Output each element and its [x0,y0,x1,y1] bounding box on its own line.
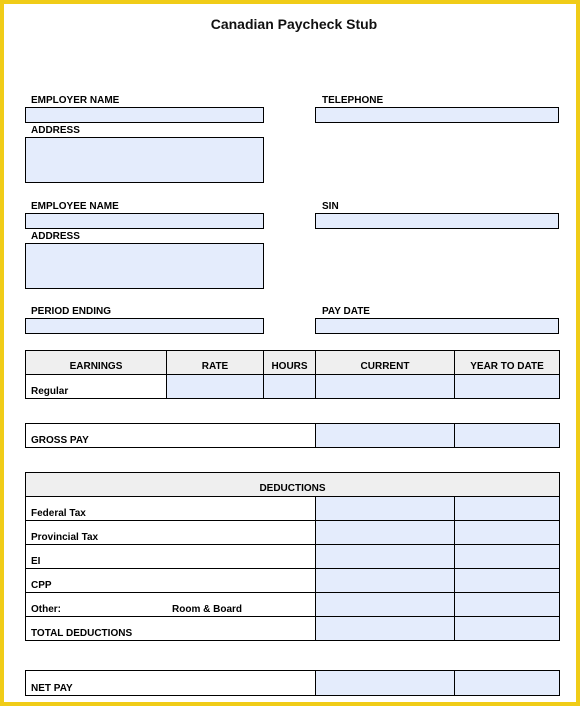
earnings-header-row [26,351,560,375]
employee-name-field[interactable] [25,213,264,229]
total-deductions-label: TOTAL DEDUCTIONS [26,617,316,641]
net-pay-ytd-field[interactable] [455,671,560,696]
deduction-row [26,521,560,545]
telephone-label: TELEPHONE [322,95,384,106]
regular-label: Regular [26,375,167,399]
federal-tax-ytd-field[interactable] [455,497,560,521]
earnings-header: EARNINGS [26,351,167,375]
current-header: CURRENT [316,351,455,375]
page-title: Canadian Paycheck Stub [210,16,378,32]
total-deductions-row [26,617,560,641]
total-deductions-current-field[interactable] [316,617,455,641]
deductions-header-row [26,473,560,497]
deduction-row [26,545,560,569]
employer-address-label: ADDRESS [31,125,80,136]
hours-header: HOURS [264,351,316,375]
regular-rate-field[interactable] [167,375,264,399]
other-cell [26,593,316,617]
employer-address-field[interactable] [25,137,264,183]
regular-row [26,375,560,399]
total-deductions-ytd-field[interactable] [455,617,560,641]
deduction-row [26,569,560,593]
ei-label: EI [26,545,316,569]
room-board-label: Room & Board [172,604,242,615]
net-pay-label: NET PAY [26,671,316,696]
employer-name-label: EMPLOYER NAME [31,95,120,106]
pay-date-label: PAY DATE [322,306,370,317]
ytd-header: YEAR TO DATE [455,351,560,375]
gross-pay-ytd-field[interactable] [455,424,560,448]
employee-address-label: ADDRESS [31,231,80,242]
ei-ytd-field[interactable] [455,545,560,569]
sin-field[interactable] [315,213,559,229]
gross-pay-label: GROSS PAY [26,424,316,448]
federal-tax-label: Federal Tax [26,497,316,521]
deductions-header: DEDUCTIONS [26,473,560,497]
other-label: Other: [31,604,61,615]
federal-tax-current-field[interactable] [316,497,455,521]
net-pay-table [25,670,560,696]
telephone-field[interactable] [315,107,559,123]
cpp-label: CPP [26,569,316,593]
other-current-field[interactable] [316,593,455,617]
cpp-current-field[interactable] [316,569,455,593]
gross-pay-table [25,423,560,448]
regular-current-field[interactable] [316,375,455,399]
rate-header: RATE [167,351,264,375]
sin-label: SIN [322,201,339,212]
employer-name-field[interactable] [25,107,264,123]
period-ending-field[interactable] [25,318,264,334]
deduction-row [26,593,560,617]
period-ending-label: PERIOD ENDING [31,306,112,317]
deduction-row [26,497,560,521]
provincial-tax-current-field[interactable] [316,521,455,545]
employee-address-field[interactable] [25,243,264,289]
net-pay-row [26,671,560,696]
regular-ytd-field[interactable] [455,375,560,399]
pay-date-field[interactable] [315,318,559,334]
provincial-tax-label: Provincial Tax [26,521,316,545]
regular-hours-field[interactable] [264,375,316,399]
gross-pay-row [26,424,560,448]
provincial-tax-ytd-field[interactable] [455,521,560,545]
cpp-ytd-field[interactable] [455,569,560,593]
gross-pay-current-field[interactable] [316,424,455,448]
other-ytd-field[interactable] [455,593,560,617]
employee-name-label: EMPLOYEE NAME [31,201,119,212]
net-pay-current-field[interactable] [316,671,455,696]
deductions-table [25,472,560,641]
earnings-table [25,350,560,399]
ei-current-field[interactable] [316,545,455,569]
